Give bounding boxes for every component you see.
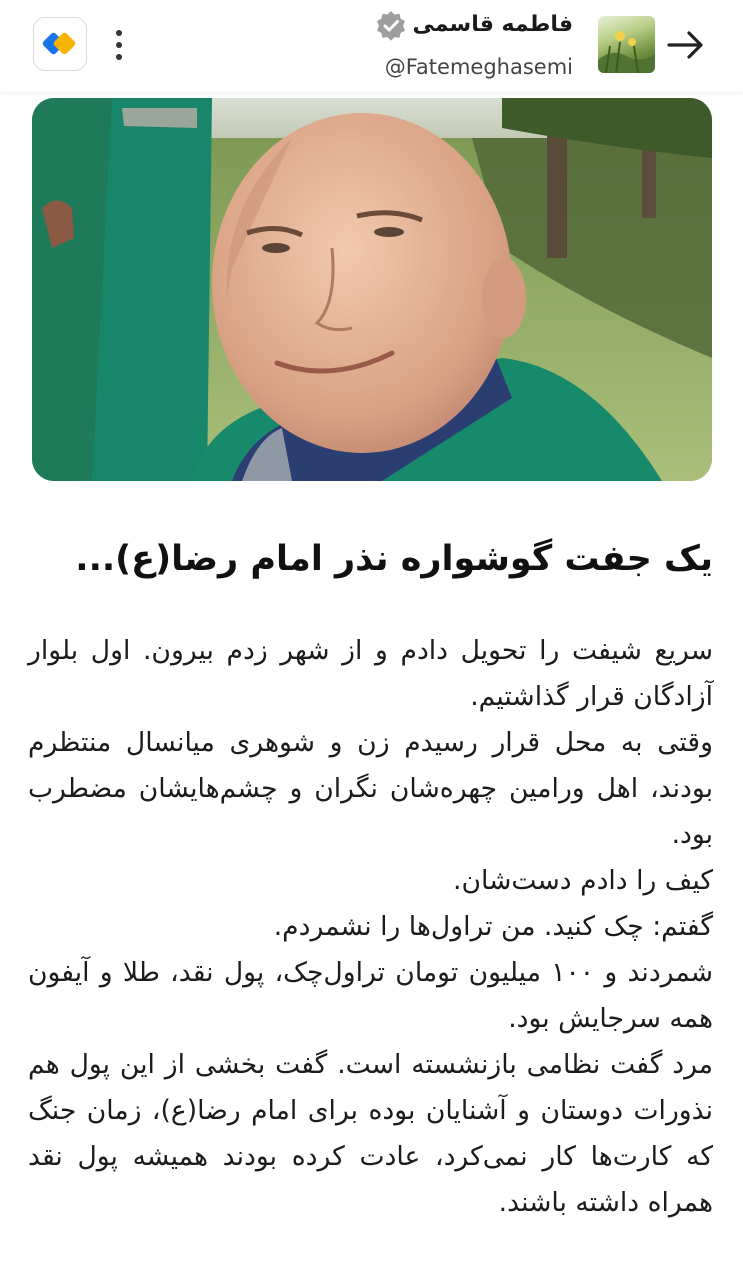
author-avatar[interactable] bbox=[598, 16, 655, 73]
post-paragraph: شمردند و ۱۰۰ میلیون تومان تراول‌چک، پول نقد، طلا و آیفون همه سرجایش بود. bbox=[28, 957, 713, 1034]
post-paragraph: وقتی به محل قرار رسیدم زن و شوهری میانسال منتظرم بودند، اهل ورامین چهره‌شان نگران و چشم‌هایشان مضطرب بود. bbox=[28, 727, 713, 850]
verified-badge-icon bbox=[374, 9, 408, 43]
arrow-right-icon[interactable] bbox=[665, 26, 707, 64]
post-paragraph: کیف را دادم دست‌شان. bbox=[453, 865, 713, 896]
more-vertical-icon bbox=[116, 30, 122, 36]
post-body bbox=[28, 628, 713, 1226]
post-image[interactable] bbox=[32, 98, 712, 481]
post-title: یک جفت گوشواره نذر امام رضا(ع)... bbox=[75, 539, 713, 579]
top-bar bbox=[0, 0, 743, 92]
post-paragraph: سریع شیفت را تحویل دادم و از شهر زدم بیرون. اول بلوار آزادگان قرار گذاشتیم. bbox=[28, 635, 713, 712]
avatar-image bbox=[598, 16, 655, 73]
more-vertical-icon-dot bbox=[116, 42, 122, 48]
post-paragraph: گفتم: چک کنید. من تراول‌ها را نشمردم. bbox=[273, 911, 713, 942]
more-options-button[interactable] bbox=[105, 24, 133, 66]
post-paragraph: مرد گفت نظامی بازنشسته است. گفت بخشی از این پول هم نذورات دوستان و آشنایان بوده برای امام رضا(ع)، زمان جنگ که کارت‌ها کار نمی‌کرد، عادت کرده بودند همیشه پول نقد همراه داشته باشند. bbox=[28, 1049, 713, 1218]
author-name[interactable]: فاطمه قاسمی bbox=[412, 12, 573, 37]
app-logo-button[interactable] bbox=[33, 17, 87, 71]
author-handle[interactable]: @Fatemeghasemi bbox=[384, 55, 573, 79]
more-vertical-icon-dot bbox=[116, 54, 122, 60]
post-photo bbox=[32, 98, 712, 481]
